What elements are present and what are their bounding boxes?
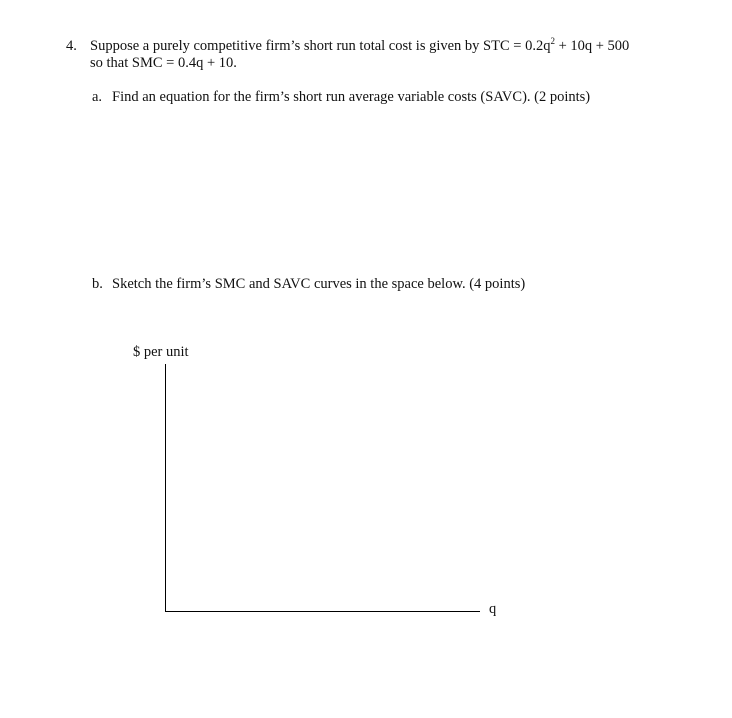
part-a-marker: a. [92,89,103,105]
y-axis-label: $ per unit [133,344,189,360]
x-axis-label: q [489,601,497,617]
part-b-text: Sketch the firm’s SMC and SAVC curves in the space below. (4 points) [112,276,526,292]
part-b-marker: b. [92,276,103,292]
y-axis-line [165,364,166,612]
question-text-tail: + 10q + 500 [554,38,630,54]
question-text-line-1 [90,38,629,55]
question-number: 4. [66,38,77,54]
x-axis-line [165,611,480,612]
question-text-main: Suppose a purely competitive firm’s short run total cost is given by STC = 0.2q [90,38,551,54]
exponent: 2 [550,36,555,47]
question-text-line-2: so that SMC = 0.4q + 10. [90,55,237,71]
part-a-text: Find an equation for the firm’s short run average variable costs (SAVC). (2 points) [112,89,591,105]
